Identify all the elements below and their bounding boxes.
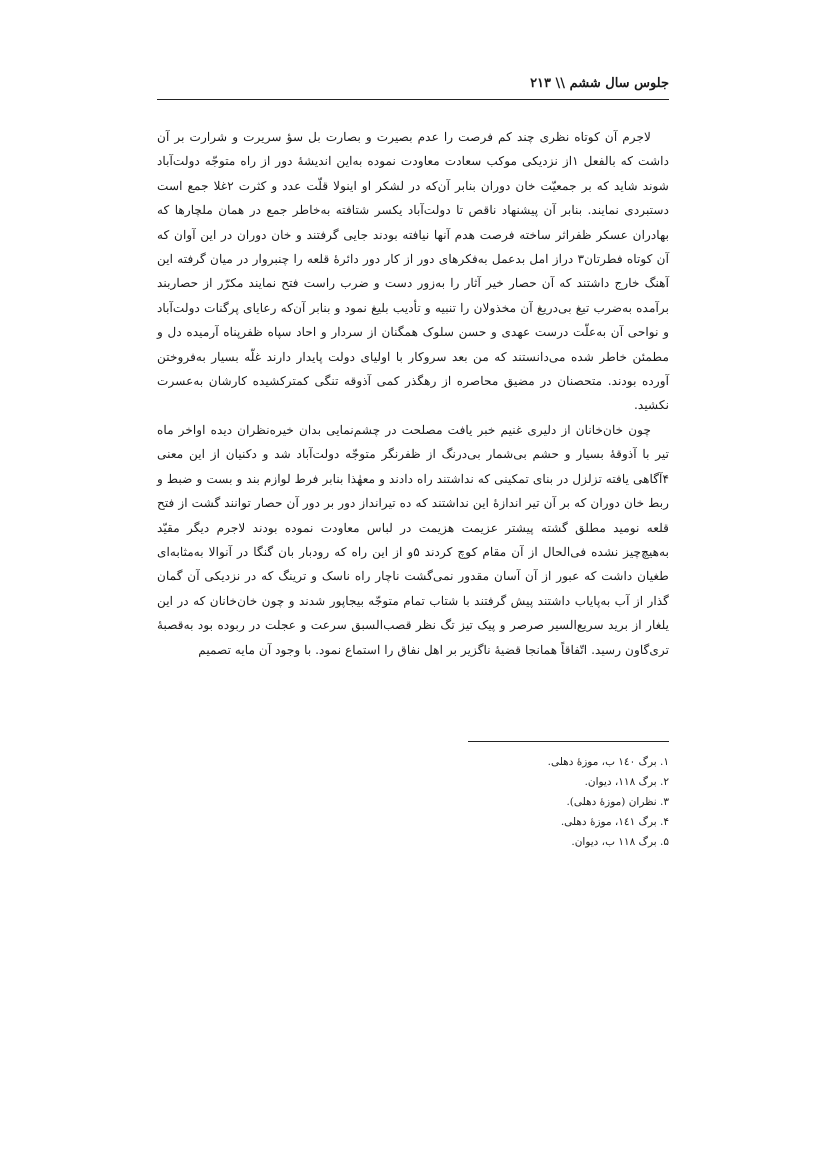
footnote: ۴. برگ ۱٤۱، موزهٔ دهلی.: [560, 816, 669, 828]
footnote-divider: [468, 741, 669, 742]
body-text: [157, 125, 669, 662]
footnote: ۱. برگ ۱٤۰ ب، موزهٔ دهلی.: [547, 756, 669, 768]
running-title: جلوس سال ششم \\ ۲۱۳: [530, 76, 669, 91]
paragraph: چون خان‌خانان از دلیری غنیم خبر یافت مصلحت در چشم‌نمایی بدان خیره‌نظران دیده اواخر ماه تیر با آذوقهٔ بسیار و حشم بی‌شمار بی‌درنگ از ظفرنگر متوجّه دولت‌آباد شد و دکنیان از این معنی ۴آگاهی یافته تزلزل در بنای تمکینی که نداشتند راه دادند و معهٰذا بنابر فرط لوازم بند و بست و ضبط و ربط خان دوران که بر آن تیر اندازهٔ این نداشتند که ده تیرانداز دور بر دور آن حصار توانند گشت از فتح قلعه نومید مطلق گشته پیشتر عزیمت هزیمت در لباس معاودت نموده بودند لاجرم دیگر مقیّد به‌هیچ‌چیز نشده فی‌الحال از آن مقام کوچ کردند ۵و از این راه که رودبار بان گنگا در آنوالا به‌مثابه‌ای طغیان داشت که عبور از آن آسان مقدور نمی‌گشت ناچار راه ناسک و ترینگ که در نزدیکی آن گمان گذار از آب به‌پایاب داشتند پیش گرفتند با شتاب تمام متوجّه بیجاپور شدند و چون خان‌خانان که در این یلغار از برید سریع‌السیر صرصر و پیک تیز تگ نظر قصب‌السبق سرعت و عجلت در ربوده بود به‌قصبهٔ تری‌گاون رسید. اتّفاقاً همانجا قضیهٔ ناگزیر بر اهل نفاق را استماع نمود. با وجود آن مایه تصمیم: [157, 422, 669, 657]
footnotes-list: [408, 752, 669, 852]
footnote: ۳. نظران (موزهٔ دهلی).: [566, 796, 669, 808]
footnote: ۵. برگ ۱۱۸ ب، دیوان.: [571, 836, 669, 848]
running-header: [157, 74, 669, 100]
paragraph: لاجرم آن کوتاه نظری چند کم فرصت را عدم بصیرت و بصارت بل سؤ سریرت و شرارت بر آن داشت که بالفعل ۱از نزدیکی موکب سعادت معاودت نموده به‌این اندیشهٔ دور از راه متوجّه دولت‌آباد شوند شاید که بر جمعیّت خان دوران بنابر آن‌که در لشکر او اینولا قلّت عدد و کثرت ۲غلا جمع است دستبردی نمایند. بنابر آن پیشنهاد ناقص تا دولت‌آباد یکسر شتافته به‌خاطر جمع در همان ملچارها که بهادران عسکر ظفراثر ساخته فرصت هدم آنها نیافته بودند جایی گرفتند و خان دوران در این آوان که آن کوتاه فطرتان۳ دراز امل بدعمل به‌فکرهای دور از کار دور دائرهٔ قلعه را چنبروار در میان گرفته این آهنگ خارج داشتند که آن حصار خیر آثار را به‌زور دست و ضرب راست فتح نمایند مکرّر از حصاربند برآمده به‌ضرب تیغ بی‌دریغ آن مخذولان را تنبیه و تأدیب بلیغ نمود و بنابر آن‌که رعایای پرگنات دولت‌آباد و نواحی آن به‌علّت درست عهدی و حسن سلوک همگنان از سردار و احاد سپاه ظفرپناه آرمیده دل و مطمئن خاطر شده می‌دانستند که من بعد سروکار با اولیای دولت پایدار دارند غلّه بسیار به‌فروختن آورده بودند. متحصنان در مضیق محاصره از رهگذر کمی آذوقه تنگی کمترکشیده کارشان به‌عسرت نکشید.: [157, 130, 670, 413]
footnote: ۲. برگ ۱۱۸، دیوان.: [584, 776, 669, 788]
